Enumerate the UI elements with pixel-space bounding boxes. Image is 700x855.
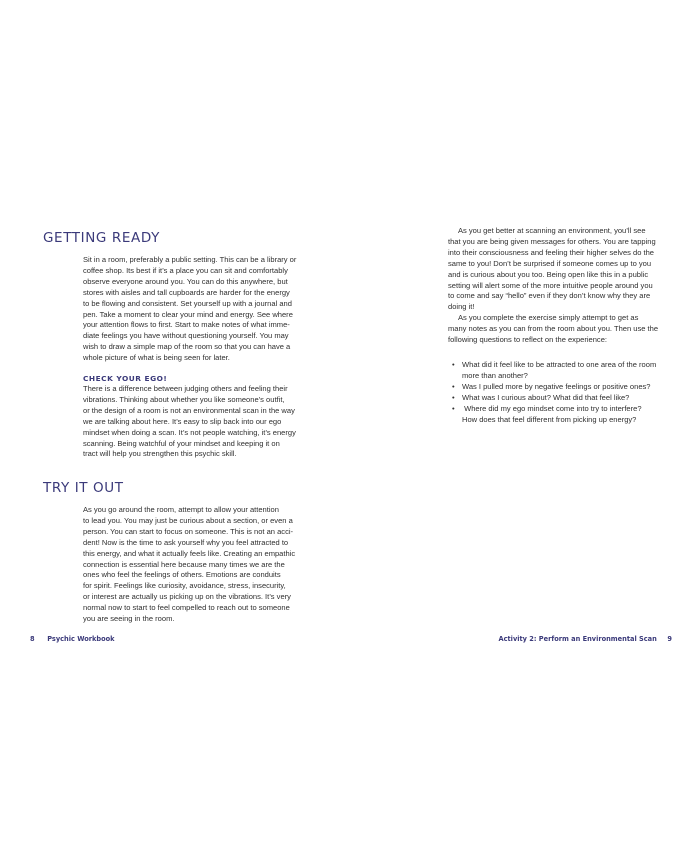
text-line: into their consciousness and feeling their higher selves do the xyxy=(448,247,654,257)
reflection-questions-list xyxy=(452,360,656,425)
text-line: normal now to start to feel compelled to reach out to someone xyxy=(83,603,290,613)
text-line: stores with aisles and tall cupboards are harder for the energy xyxy=(83,287,290,297)
right-page-footer xyxy=(499,635,672,643)
list-item xyxy=(452,382,656,393)
text-line: doing it! xyxy=(448,302,475,312)
page-number: 9 xyxy=(667,635,672,643)
text-line: to come and say “hello” even if they don’t know why they are xyxy=(448,291,651,301)
running-title: Activity 2: Perform an Environmental Scan xyxy=(498,635,657,643)
heading-getting-ready: GETTING READY xyxy=(43,230,160,246)
left-page-footer xyxy=(30,635,115,643)
text-line: following questions to reflect on the experience: xyxy=(448,335,608,345)
list-item xyxy=(452,393,656,404)
text-line: we are talking about here. It’s easy to slip back into our ego xyxy=(83,416,282,426)
text-line: diate feelings you have without questioning yourself. You may xyxy=(83,331,289,341)
list-item xyxy=(452,404,656,426)
text-line: Sit in a room, preferably a public setting. This can be a library or xyxy=(83,255,297,264)
text-line: wish to draw a simple map of the room so that you can have a xyxy=(83,342,291,352)
scanning-paragraph xyxy=(448,226,658,346)
try-it-out-paragraph xyxy=(83,505,295,625)
text-line: connection is essential here because many times we are the xyxy=(83,559,285,569)
text-line: many notes as you can from the room about you. Then use the xyxy=(448,324,659,334)
text-line: observe everyone around you. You can do this anywhere, but xyxy=(83,276,288,286)
text-line: for spirit. Feelings like curiosity, avoidance, stress, insecurity, xyxy=(83,581,286,591)
text-line: ones who feel the feelings of others. Emotions are conduits xyxy=(83,570,281,580)
text-line: person. You can start to focus on someone. This is not an acci- xyxy=(83,526,294,536)
text-line: As you get better at scanning an environment, you’ll see xyxy=(458,226,646,235)
text-line: Where did my ego mindset come into try to interfere? xyxy=(462,403,642,413)
text-line: What was I curious about? What did that feel like? xyxy=(462,392,630,402)
bullet: • xyxy=(452,381,455,391)
page-number: 8 xyxy=(30,635,35,643)
right-page xyxy=(350,0,700,855)
text-line: your attention flows to first. Start to make notes of what imme- xyxy=(83,320,290,330)
bullet: • xyxy=(452,392,455,402)
text-line: you are seeing in the room. xyxy=(83,614,175,624)
text-line: As you go around the room, attempt to allow your attention xyxy=(83,505,279,514)
text-line: pen. Take a moment to clear your mind and energy. See where xyxy=(83,309,293,319)
text-line: same to you! Don’t be surprised if someone comes up to you xyxy=(448,258,652,268)
text-line: dent! Now is the time to ask yourself why you feel attracted to xyxy=(83,537,289,547)
list-item xyxy=(452,360,656,382)
text-line: or interest are actually us picking up on the vibrations. It’s very xyxy=(83,592,291,602)
text-line: Was I pulled more by negative feelings or positive ones? xyxy=(462,381,651,391)
text-line: There is a difference between judging others and feeling their xyxy=(83,384,288,393)
bullet: • xyxy=(452,403,455,413)
text-line: or the design of a room is not an environmental scan in the way xyxy=(83,405,295,415)
bullet: • xyxy=(452,360,455,369)
text-line: and is curious about you too. Being open like this in a public xyxy=(448,269,649,279)
text-line: whole picture of what is being seen for later. xyxy=(83,353,230,363)
text-line: that you are being given messages for others. You are tapping xyxy=(448,236,656,246)
text-line: scanning. Being watchful of your mindset and keeping it on xyxy=(83,438,280,448)
text-line: to lead you. You may just be curious about a section, or even a xyxy=(83,515,293,525)
running-title: Psychic Workbook xyxy=(47,635,115,643)
check-ego-paragraph xyxy=(83,384,296,460)
text-line: tract will help you strengthen this psychic skill. xyxy=(83,449,237,459)
heading-try-it-out: TRY IT OUT xyxy=(43,480,124,496)
text-line: coffee shop. Its best if it’s a place you can sit and comfortably xyxy=(83,265,288,275)
text-line: How does that feel different from picking up energy? xyxy=(462,414,637,424)
subheading-check-your-ego: CHECK YOUR EGO! xyxy=(83,374,168,383)
text-line: vibrations. Thinking about whether you like someone’s outfit, xyxy=(83,394,285,404)
text-line: As you complete the exercise simply attempt to get as xyxy=(458,313,639,323)
text-line: setting will alert some of the more intuitive people around you xyxy=(448,280,653,290)
text-line: What did it feel like to be attracted to one area of the room xyxy=(462,360,657,369)
text-line: to be flowing and consistent. Set yourself up with a journal and xyxy=(83,298,292,308)
getting-ready-paragraph xyxy=(83,255,296,364)
text-line: mindset when doing a scan. It’s not people watching, it’s energy xyxy=(83,427,296,437)
text-line: this energy, and what it actually feels like. Creating an empathic xyxy=(83,548,296,558)
text-line: more than another? xyxy=(462,370,528,380)
